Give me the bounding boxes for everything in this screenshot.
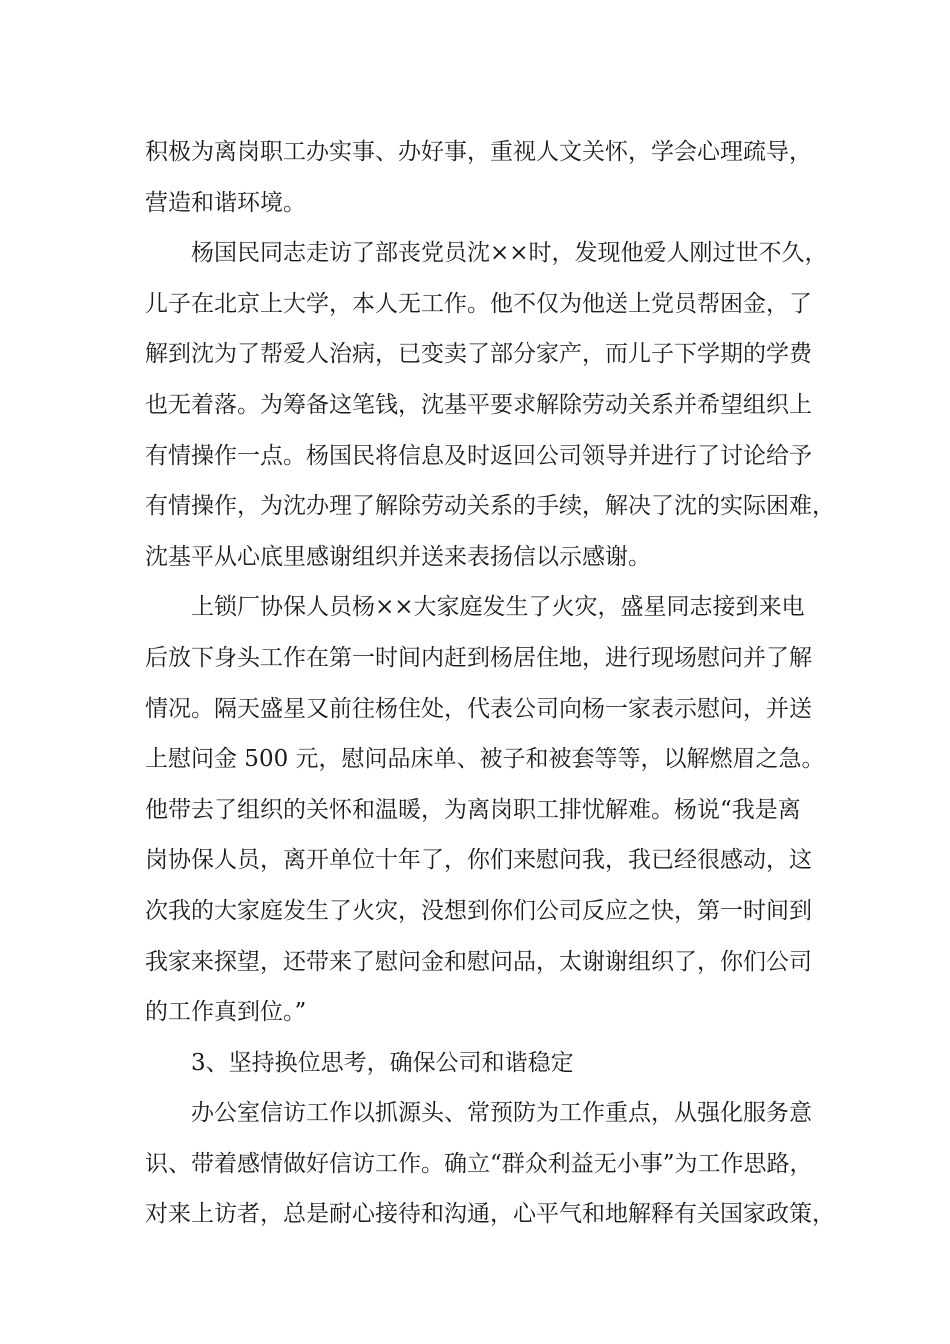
text-line: 积极为离岗职工办实事、办好事，重视人文关怀，学会心理疏导， [145,139,812,165]
text-line: 情况。隔天盛星又前往杨住处，代表公司向杨一家表示慰问，并送 [145,695,812,722]
text-line: 他带去了组织的关怀和温暖，为离岗职工排忧解难。杨说“我是离 [145,796,801,823]
section-heading: 3、坚持换位思考，确保公司和谐稳定 [191,1049,574,1076]
text-line: 有情操作一点。杨国民将信息及时返回公司领导并进行了讨论给予 [145,442,812,469]
text-line: 的工作真到位。” [145,999,307,1026]
text-line: 对来上访者，总是耐心接待和沟通，心平气和地解释有关国家政策， [145,1201,835,1228]
text-line: 也无着落。为筹备这笔钱，沈基平要求解除劳动关系并希望组织上 [145,391,812,418]
text-line: 解到沈为了帮爱人治病，已变卖了部分家产，而儿子下学期的学费 [145,341,812,368]
paragraph-start-line: 办公室信访工作以抓源头、常预防为工作重点，从强化服务意 [191,1100,812,1127]
body-text [145,127,835,1240]
text-line: 识、带着感情做好信访工作。确立“群众利益无小事”为工作思路， [145,1150,813,1177]
text-line: 岗协保人员，离开单位十年了，你们来慰问我，我已经很感动，这 [145,847,812,874]
paragraph-start-line: 上锁厂协保人员杨××大家庭发生了火灾，盛星同志接到来电 [191,594,805,621]
text-line: 上慰问金 500 元，慰问品床单、被子和被套等等，以解燃眉之急。 [145,746,825,773]
text-line: 营造和谐环境。 [145,189,306,216]
text-line: 次我的大家庭发生了火灾，没想到你们公司反应之快，第一时间到 [145,897,812,924]
text-line: 沈基平从心底里感谢组织并送来表扬信以示感谢。 [145,543,651,570]
paragraph-start-line: 杨国民同志走访了部丧党员沈××时，发现他爱人刚过世不久， [191,240,828,267]
text-line: 有情操作，为沈办理了解除劳动关系的手续，解决了沈的实际困难， [145,493,835,520]
text-line: 我家来探望，还带来了慰问金和慰问品，太谢谢组织了，你们公司 [145,948,812,975]
text-line: 后放下身头工作在第一时间内赶到杨居住地，进行现场慰问并了解 [145,644,812,671]
text-line: 儿子在北京上大学，本人无工作。他不仅为他送上党员帮困金，了 [145,290,812,317]
